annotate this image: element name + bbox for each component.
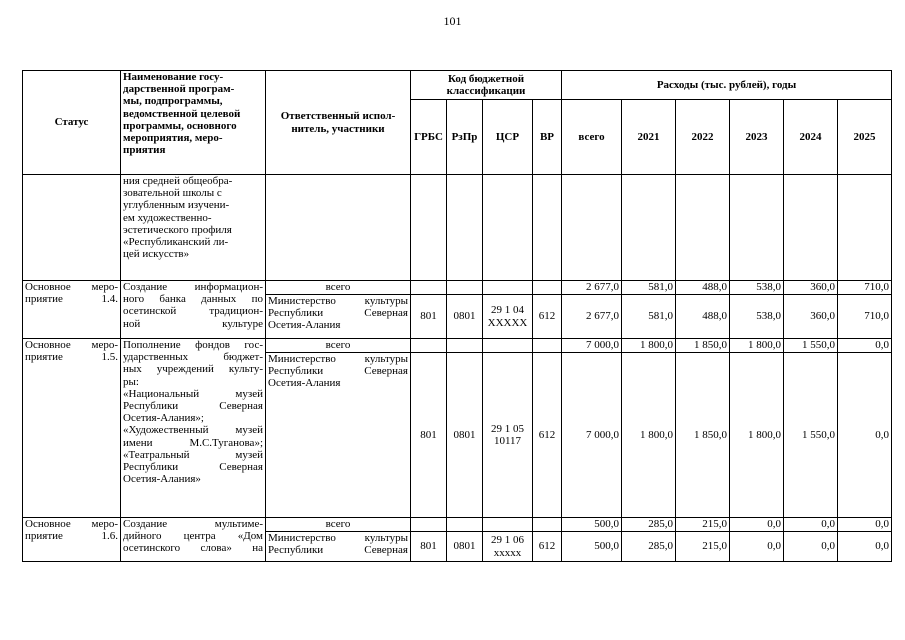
measure-csr-line: xxxxx [493,546,522,559]
measure-value: 0,0 [784,532,838,562]
measure-value: 0,0 [838,353,892,518]
measure-status-line: приятие 1.5. [25,351,118,364]
measure-status-line: приятие 1.4. [25,293,118,306]
header-responsible-line: нитель, участники [291,122,385,135]
header-vr: ВР [533,100,562,175]
header-name-line: дарственной програм- [123,83,235,96]
measure-responsible [266,295,411,339]
measure-total-value: 360,0 [784,281,838,295]
header-budget-code: Код бюджетной классификации [411,71,562,100]
measure-responsible-line: Республики Северная [268,365,408,378]
measure-csr-line: 29 1 06 [491,534,524,547]
measure-name-line: ударственных бюджет- [123,351,263,364]
continuation-name-line: зовательной школы с [123,187,222,200]
measure-csr [483,353,533,518]
budget-table [22,70,892,562]
header-name-line: мы, подпрограммы, [123,95,223,108]
measure-total-value: 0,0 [730,518,784,532]
measure-grbs: 801 [411,532,447,562]
measure-name-line: Осетия-Алания»; [123,412,204,425]
header-responsible [266,71,411,175]
measure-rzpr: 0801 [447,353,483,518]
measure-status [23,281,121,339]
measure-value: 1 850,0 [676,353,730,518]
empty-cell [411,281,447,295]
measure-total-value: 710,0 [838,281,892,295]
empty-cell [447,518,483,532]
measure-responsible [266,532,411,562]
measure-total-label: всего [266,281,411,295]
measure-total-value: 0,0 [838,339,892,353]
measure-status-line: Основное меро- [25,518,118,530]
measure-rzpr: 0801 [447,532,483,562]
continuation-name-line: ния средней общеобра- [123,175,233,187]
header-year-2022: 2022 [676,100,730,175]
header-status: Статус [23,71,121,175]
measure-csr-line: 29 1 05 [491,422,524,435]
measure-csr-line: 10117 [493,435,522,447]
header-year-2025: 2025 [838,100,892,175]
measure-csr [483,532,533,562]
empty-cell [483,518,533,532]
empty-cell [533,339,562,353]
measure-responsible-line: Республики Северная [268,544,408,557]
measure-total-value: 2 677,0 [562,281,622,295]
header-year-2023: 2023 [730,100,784,175]
continuation-row [23,175,892,281]
header-name-line: программы, основного [123,119,237,132]
measure-name-line: ных учреждений культу- [123,363,263,376]
measure-total-label: всего [266,518,411,532]
header-csr: ЦСР [483,100,533,175]
measure-vr: 612 [533,295,562,339]
empty-cell [447,339,483,353]
measure-value: 1 800,0 [622,353,676,518]
continuation-name-line: эстетического профиля [123,223,232,236]
header-grbs: ГРБС [411,100,447,175]
measure-total-value: 1 550,0 [784,339,838,353]
measure-name-line: «Театральный музей [123,448,263,461]
measure-value: 488,0 [676,295,730,339]
measure-name-line: Республики Северная [123,400,263,413]
measure-name-line: ной культуре [123,317,263,330]
measure-name-line: осетинской традицион- [123,305,263,318]
header-name-line: приятия [123,144,166,157]
measure-name-line: Создание мультиме- [123,518,263,530]
header-name-line: ведомственной целевой [123,107,241,120]
measure-total-row [23,339,892,353]
empty-cell [411,339,447,353]
measure-total-value: 538,0 [730,281,784,295]
continuation-name-line: «Республиканский ли- [123,236,229,249]
measure-name [121,281,266,339]
measure-name [121,339,266,518]
measure-responsible-line: Министерство культуры [268,353,408,365]
measure-name-line: осетинского слова» на [123,542,263,555]
empty-cell [533,518,562,532]
measure-value: 500,0 [562,532,622,562]
header-name-line: Наименование госу- [123,71,224,83]
measure-value: 581,0 [622,295,676,339]
measure-total-value: 1 800,0 [730,339,784,353]
measure-csr [483,295,533,339]
measure-responsible-line: Осетия-Алания [268,319,341,332]
measure-total-value: 1 800,0 [622,339,676,353]
measure-total-value: 500,0 [562,518,622,532]
measure-responsible-line: Министерство культуры [268,532,408,544]
continuation-name-line: углубленным изучени- [123,199,230,212]
measure-vr: 612 [533,353,562,518]
measure-value: 0,0 [838,532,892,562]
measure-total-value: 488,0 [676,281,730,295]
header-responsible-line: Ответственный испол- [280,110,396,123]
measure-name [121,518,266,562]
empty-cell [483,281,533,295]
measure-value: 7 000,0 [562,353,622,518]
continuation-name [121,175,266,281]
measure-responsible-line: Республики Северная [268,307,408,320]
continuation-name-line: ем художественно- [123,211,212,224]
measure-total-row [23,281,892,295]
measure-status-line: Основное меро- [25,281,118,293]
measure-total-value: 285,0 [622,518,676,532]
measure-status-line: Основное меро- [25,339,118,351]
header-total: всего [562,100,622,175]
header-expenses: Расходы (тыс. рублей), годы [562,71,892,100]
measure-name-line: Создание информацион- [123,281,263,293]
measure-value: 360,0 [784,295,838,339]
measure-total-value: 0,0 [838,518,892,532]
measure-total-value: 215,0 [676,518,730,532]
empty-cell [447,281,483,295]
measure-value: 215,0 [676,532,730,562]
measure-name-line: «Национальный музей [123,387,263,400]
measure-total-row [23,518,892,532]
measure-grbs: 801 [411,295,447,339]
measure-value: 1 550,0 [784,353,838,518]
measure-name-line: «Художественный музей [123,424,263,437]
empty-cell [411,518,447,532]
measure-name-line: дийного центра «Дом [123,530,263,543]
measure-total-value: 581,0 [622,281,676,295]
measure-value: 710,0 [838,295,892,339]
measure-status-line: приятие 1.6. [25,530,118,543]
measure-value: 2 677,0 [562,295,622,339]
measure-total-value: 1 850,0 [676,339,730,353]
measure-csr-line: 29 1 04 [491,304,524,317]
measure-total-label: всего [266,339,411,353]
measure-vr: 612 [533,532,562,562]
empty-cell [533,281,562,295]
measure-name-line: Пополнение фондов гос- [123,339,263,351]
header-rzpr: РзПр [447,100,483,175]
page-number: 101 [443,14,462,28]
header-name [121,71,266,175]
header-year-2024: 2024 [784,100,838,175]
measure-name-line: Осетия-Алания» [123,473,201,486]
measure-value: 0,0 [730,532,784,562]
measure-value: 285,0 [622,532,676,562]
measure-responsible-line: Министерство культуры [268,295,408,307]
header-year-2021: 2021 [622,100,676,175]
measure-status [23,518,121,562]
measure-total-value: 7 000,0 [562,339,622,353]
measure-responsible [266,353,411,518]
measure-status [23,339,121,518]
measure-total-value: 0,0 [784,518,838,532]
header-name-line: мероприятия, меро- [123,132,223,145]
measure-name-line: ры: [123,375,139,388]
measure-grbs: 801 [411,353,447,518]
continuation-name-line: цей искусств» [123,248,190,261]
measure-csr-line: XXXXX [487,316,528,329]
measure-name-line: Республики Северная [123,461,263,474]
measure-responsible-line: Осетия-Алания [268,377,341,390]
empty-cell [483,339,533,353]
measure-name-line: ного банка данных по [123,293,263,306]
measure-rzpr: 0801 [447,295,483,339]
measure-value: 538,0 [730,295,784,339]
measure-name-line: имени М.С.Туганова»; [123,436,263,449]
measure-value: 1 800,0 [730,353,784,518]
